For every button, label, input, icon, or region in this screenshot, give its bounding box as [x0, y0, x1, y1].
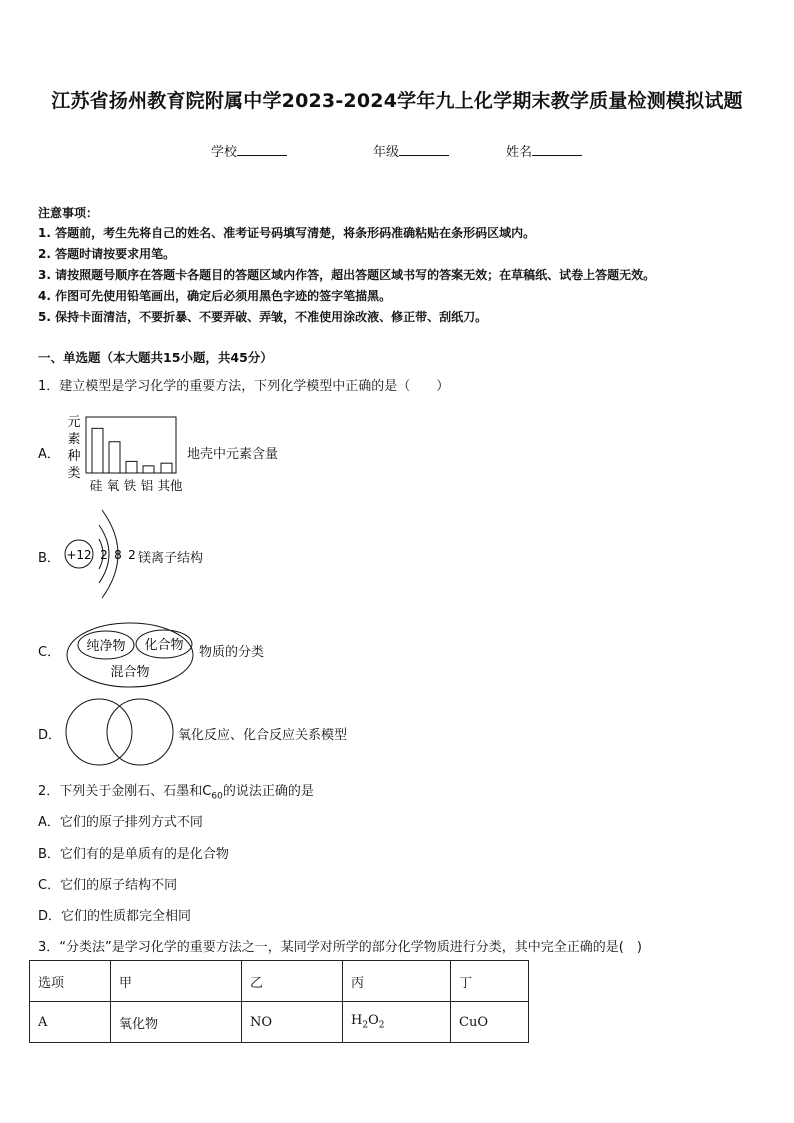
q2-option[interactable]: B．它们有的是单质有的是化合物 [38, 847, 229, 862]
oval-label: 纯净物 [86, 639, 126, 654]
venn-circle-left [66, 699, 132, 765]
q2-option[interactable]: C．它们的原子结构不同 [38, 878, 178, 893]
option-c-letter: C． [38, 645, 61, 660]
grade-field [373, 141, 449, 160]
name-field [506, 141, 582, 160]
chart-bar-氧 [109, 442, 120, 473]
table-cell: 氧化物 [111, 1002, 242, 1043]
chart-xlabel: 氧 [106, 478, 120, 493]
table-header-cell: 甲 [111, 961, 242, 1002]
shell-electrons: 2 [100, 548, 108, 562]
table-cell: CuO [451, 1002, 529, 1043]
table-header-cell: 选项 [30, 961, 111, 1002]
section-heading: 一、单选题（本大题共15小题，共45分） [38, 350, 273, 365]
option-a-letter: A． [38, 447, 60, 462]
table-cell: A [30, 1002, 111, 1043]
venn-circle-right [107, 699, 173, 765]
magnesium-ion-diagram [62, 505, 142, 601]
oval-label: 化合物 [144, 638, 184, 653]
chart-ylabel-char: 种 [67, 449, 81, 464]
table-cell: NO [242, 1002, 343, 1043]
name-label: 姓名 [506, 145, 533, 160]
nucleus-charge: +12 [66, 548, 92, 562]
option-b-caption: 镁离子结构 [138, 551, 204, 566]
school-blank[interactable] [237, 143, 287, 156]
note-item: 1. 答题前，考生先将自己的姓名、准考证号码填写清楚，将条形码准确粘贴在条形码区域内。 [38, 226, 536, 240]
chart-bar-铝 [143, 466, 154, 473]
chart-bar-硅 [92, 428, 103, 473]
name-blank[interactable] [532, 143, 582, 156]
page-title: 江苏省扬州教育院附属中学2023-2024学年九上化学期末教学质量检测模拟试题 [51, 90, 743, 112]
notes-heading: 注意事项： [38, 206, 99, 220]
classification-diagram [64, 620, 199, 692]
grade-label: 年级 [373, 145, 400, 160]
grade-blank[interactable] [399, 143, 449, 156]
venn-diagram [64, 697, 176, 767]
q2-stem-pre: 2．下列关于金刚石、石墨和C [38, 784, 212, 799]
note-item: 3. 请按照题号顺序在答题卡各题目的答题区域内作答，超出答题区域书写的答案无效；在草稿纸、试卷上答题无效。 [38, 268, 656, 282]
school-label: 学校 [211, 145, 238, 160]
q2-option[interactable]: D．它们的性质都完全相同 [38, 909, 192, 924]
note-item: 2. 答题时请按要求用笔。 [38, 247, 176, 261]
table-header-cell: 丁 [451, 961, 529, 1002]
option-a-caption: 地壳中元素含量 [187, 447, 279, 462]
table-header-row [30, 961, 529, 1002]
table-header-cell: 丙 [343, 961, 451, 1002]
q2-stem-post: 的说法正确的是 [222, 784, 314, 799]
chart-xlabel: 铁 [123, 478, 137, 493]
q2-stem-sub: 60 [211, 791, 223, 802]
chart-bar-铁 [126, 461, 137, 473]
option-d-letter: D． [38, 728, 62, 743]
chart-xlabel: 铝 [140, 478, 154, 493]
question-2-stem [38, 780, 314, 802]
chart-ylabel-char: 素 [67, 432, 81, 447]
question-1-stem: 1．建立模型是学习化学的重要方法，下列化学模型中正确的是（ ） [38, 379, 450, 394]
classification-table [29, 960, 529, 1043]
chart-ylabel-char: 元 [67, 415, 81, 430]
chart-xlabel: 硅 [89, 478, 103, 493]
note-item: 4. 作图可先使用铅笔画出，确定后必须用黑色字迹的签字笔描黑。 [38, 289, 392, 303]
school-field [211, 141, 287, 160]
option-c-caption: 物质的分类 [199, 645, 265, 660]
shell-electrons: 8 [114, 548, 122, 562]
q2-option[interactable]: A．它们的原子排列方式不同 [38, 815, 203, 830]
note-item: 5. 保持卡面清洁，不要折暴、不要弄破、弄皱，不准使用涂改液、修正带、刮纸刀。 [38, 310, 488, 324]
shell-electrons: 2 [128, 548, 136, 562]
question-3-stem: 3．“分类法”是学习化学的重要方法之一，某同学对所学的部分化学物质进行分类，其中完全正确的是( ) [38, 940, 642, 955]
crust-element-chart [62, 412, 187, 496]
oval-label: 混合物 [110, 665, 150, 680]
option-d-caption: 氧化反应、化合反应关系模型 [178, 728, 348, 743]
table-row [30, 1002, 529, 1043]
chart-xlabel: 其他 [157, 478, 183, 493]
table-header-cell: 乙 [242, 961, 343, 1002]
option-b-letter: B． [38, 551, 60, 566]
table-cell: $H_2O_2$ [343, 1002, 451, 1043]
chart-ylabel-char: 类 [67, 466, 81, 481]
chart-bar-其他 [161, 463, 172, 473]
